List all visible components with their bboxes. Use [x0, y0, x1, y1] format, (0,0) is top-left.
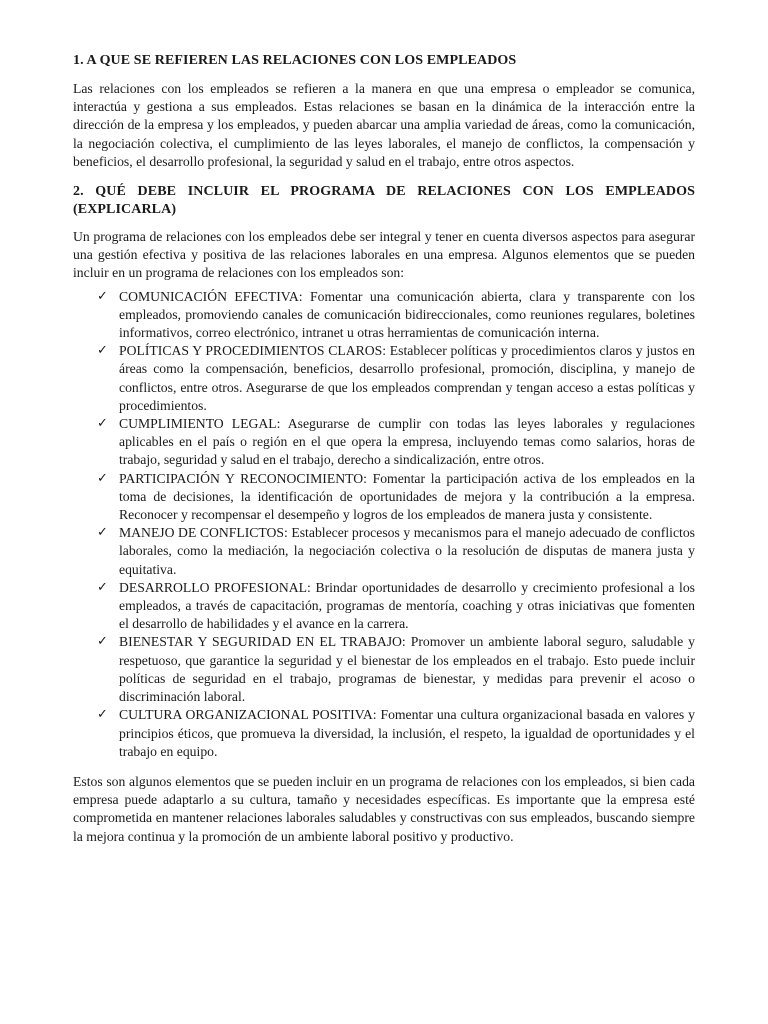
list-item	[97, 415, 695, 470]
list-item	[97, 633, 695, 706]
document-page	[73, 52, 695, 846]
check-icon: ✓	[97, 288, 108, 304]
list-item	[97, 342, 695, 415]
list-item-text: PARTICIPACIÓN Y RECONOCIMIENTO: Fomentar la participación activa de los empleados en la toma de decisiones, la identificación de oportunidades de mejora y la contribución a la empresa. Reconocer y recompensar el desempeño y logros de los empleados de manera justa y consistente.	[119, 470, 695, 523]
program-elements-list	[73, 288, 695, 761]
section-2-intro: Un programa de relaciones con los empleados debe ser integral y tener en cuenta diversos aspectos para asegurar una gestión efectiva y positiva de las relaciones laborales en una empresa. Algunos elementos que se pueden incluir en un programa de relaciones con los empleados son:	[73, 229, 695, 281]
section-1-heading: 1. A QUE SE REFIEREN LAS RELACIONES CON LOS EMPLEADOS	[73, 53, 517, 68]
list-item	[97, 706, 695, 761]
section-2-closing: Estos son algunos elementos que se pueden incluir en un programa de relaciones con los empleados, si bien cada empresa puede adaptarlo a su cultura, tamaño y necesidades específicas. Es importante que la empresa esté comprometida en mantener relaciones laborales saludables y constructivas con sus empleados, buscando siempre la mejora continua y la promoción de un ambiente laboral positivo y productivo.	[73, 773, 695, 844]
section-1-paragraph: Las relaciones con los empleados se refieren a la manera en que una empresa o empleador se comunica, interactúa y gestiona a sus empleados. Estas relaciones se basan en la dinámica de la interacción entre la dirección de la empresa y los empleados, y pueden abarcar una amplia variedad de áreas, como la comunicación, la negociación colectiva, el cumplimiento de las leyes laborales, el manejo de conflictos, la compensación y beneficios, el desarrollo profesional, la seguridad y salud en el trabajo, entre otros aspectos.	[73, 81, 695, 169]
check-icon: ✓	[97, 416, 108, 432]
list-item-text: BIENESTAR Y SEGURIDAD EN EL TRABAJO: Promover un ambiente laboral seguro, saludable y respetuoso, que garantice la seguridad y el bienestar de los empleados en el trabajo. Esto puede incluir políticas de seguridad en el trabajo, programas de bienestar, y medidas para prevenir el acoso o discriminación laboral.	[119, 634, 695, 705]
list-item-text: CUMPLIMIENTO LEGAL: Asegurarse de cumplir con todas las leyes laborales y regulaciones aplicables en el país o región en el que opera la empresa, incluyendo temas como salarios, horas de trabajo, seguridad y salud en el trabajo, derecho a sindicalización, entre otros.	[119, 416, 695, 468]
check-icon: ✓	[97, 525, 108, 541]
check-icon: ✓	[97, 470, 108, 486]
check-icon: ✓	[97, 707, 108, 723]
list-item	[97, 579, 695, 634]
check-icon: ✓	[97, 579, 108, 595]
list-item-text: POLÍTICAS Y PROCEDIMIENTOS CLAROS: Establecer políticas y procedimientos claros y justos en áreas como la compensación, beneficios, desarrollo profesional, promoción, disciplina, y manejo de conflictos, entre otros. Asegurarse de que los empleados comprendan y tengan acceso a estas políticas y procedimientos.	[119, 343, 695, 413]
list-item-text: MANEJO DE CONFLICTOS: Establecer procesos y mecanismos para el manejo adecuado de conflictos laborales, como la mediación, la negociación colectiva o la resolución de disputas de manera justa y equitativa.	[119, 525, 695, 577]
list-item-text: DESARROLLO PROFESIONAL: Brindar oportunidades de desarrollo y crecimiento profesional a los empleados, a través de capacitación, programas de mentoría, coaching y otras iniciativas que fomenten el desarrollo de habilidades y el avance en la carrera.	[119, 579, 695, 632]
check-icon: ✓	[97, 343, 108, 359]
section-2-heading: 2. QUÉ DEBE INCLUIR EL PROGRAMA DE RELACIONES CON LOS EMPLEADOS (EXPLICARLA)	[73, 184, 695, 218]
list-item-text: CULTURA ORGANIZACIONAL POSITIVA: Fomentar una cultura organizacional basada en valores y principios éticos, que promueva la diversidad, la inclusión, el respeto, la igualdad de oportunidades y el trabajo en equipo.	[119, 707, 695, 759]
list-item	[97, 524, 695, 579]
list-item-text: COMUNICACIÓN EFECTIVA: Fomentar una comunicación abierta, clara y transparente con los empleados, promoviendo canales de comunicación bidireccionales, como reuniones regulares, boletines informativos, correo electrónico, intranet u otras herramientas de comunicación interna.	[119, 288, 695, 341]
list-item	[97, 470, 695, 525]
check-icon: ✓	[97, 634, 108, 650]
list-item	[97, 288, 695, 343]
